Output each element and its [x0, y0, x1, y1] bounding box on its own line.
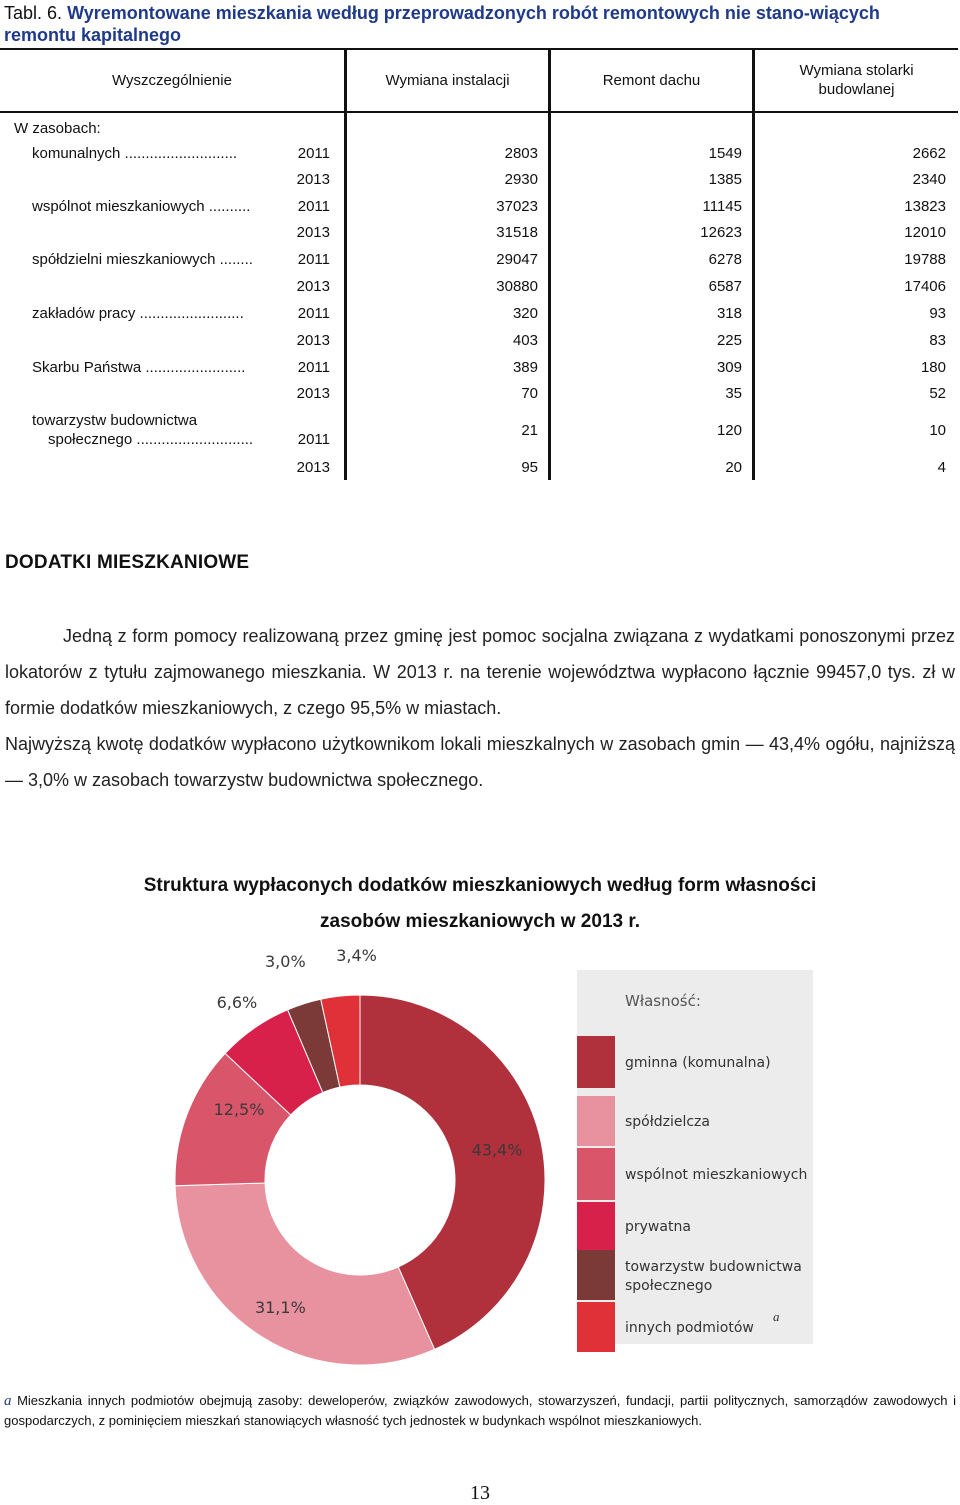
table-label: Tabl. 6. [4, 3, 63, 23]
page-number: 13 [470, 1482, 490, 1504]
cell-instalacji: 31518 [496, 224, 538, 241]
slice-label: 3,4% [336, 945, 377, 965]
section-heading: DODATKI MIESZKANIOWE [5, 552, 250, 573]
chart-title-line: Struktura wypłaconych dodatków mieszkaniowych według form własności [143, 875, 817, 896]
slice-label: 31,1% [254, 1297, 306, 1317]
table-row [0, 274, 960, 300]
cell-stolarki: 2662 [912, 145, 946, 162]
chart-title [0, 868, 960, 940]
cell-instalacji: 29047 [496, 251, 538, 268]
cell-instalacji: 30880 [496, 278, 538, 295]
table-row [0, 355, 960, 381]
slice-label: 43,4% [471, 1140, 523, 1160]
row-year: 2011 [297, 198, 330, 215]
slice-label: 3,0% [265, 951, 306, 971]
donut-chart [135, 945, 825, 1370]
section-label: W zasobach: [14, 120, 101, 137]
row-year: 2011 [297, 305, 330, 322]
table-row [0, 455, 960, 481]
legend-label: wspólnot mieszkaniowych [625, 1167, 808, 1183]
table-title-text: Wyremontowane mieszkania według przeprowadzonych robót remontowych nie stano-wiących remontu kapitalnego [4, 3, 880, 45]
cell-dachu: 12623 [700, 224, 742, 241]
cell-dachu: 1385 [708, 171, 742, 188]
cell-dachu: 20 [725, 459, 742, 476]
row-year: 2013 [296, 278, 330, 295]
table-row [0, 411, 960, 451]
cell-instalacji: 389 [512, 359, 538, 376]
cell-instalacji: 2803 [504, 145, 538, 162]
donut-slice [175, 1183, 434, 1365]
cell-stolarki: 10 [929, 422, 946, 439]
cell-stolarki: 4 [937, 459, 946, 476]
legend-swatch [577, 1148, 615, 1200]
table-row [0, 220, 960, 246]
row-label-line2: społecznego ............................ [48, 431, 254, 448]
row-year: 2011 [297, 359, 330, 376]
legend-label: społecznego [625, 1278, 713, 1294]
cell-dachu: 11145 [702, 198, 742, 215]
cell-stolarki: 13823 [904, 198, 946, 215]
row-label: komunalnych ........................... [32, 145, 238, 162]
row-label: zakładów pracy ......................... [32, 305, 244, 322]
legend-label: innych podmiotów [625, 1320, 754, 1336]
header-wymiana-stolarki: Wymiana stolarki budowlanej [799, 62, 914, 98]
table-row [0, 381, 960, 407]
cell-stolarki: 2340 [912, 171, 946, 188]
table-row [0, 194, 960, 220]
table-row [0, 328, 960, 354]
cell-dachu: 318 [716, 305, 742, 322]
row-year: 2013 [296, 171, 330, 188]
row-label: wspólnot mieszkaniowych .......... [32, 198, 251, 215]
table-row [0, 116, 960, 142]
row-label: Skarbu Państwa ........................ [32, 359, 246, 376]
legend-label: prywatna [625, 1219, 691, 1235]
footnote-text: Mieszkania innych podmiotów obejmują zasoby: deweloperów, związków zawodowych, stowarzyszeń, fundacji, partii politycznych, samorządów zawodowych i gospodarczych, z pominięciem mieszkań stanowiących własność tych jednostek w budynkach wspólnot mieszkaniowych. [4, 1393, 956, 1428]
table-row [0, 141, 960, 167]
legend-swatch [577, 1036, 615, 1088]
legend-swatch [577, 1250, 615, 1300]
row-year: 2011 [297, 431, 330, 448]
cell-dachu: 225 [716, 332, 742, 349]
row-year: 2013 [296, 224, 330, 241]
chart-canvas [135, 945, 825, 1370]
cell-stolarki: 19788 [904, 251, 946, 268]
row-label: spółdzielni mieszkaniowych ........ [32, 251, 253, 268]
cell-instalacji: 320 [512, 305, 538, 322]
cell-dachu: 1549 [708, 145, 742, 162]
row-label-line1: towarzystw budownictwa [32, 412, 198, 429]
header-wyszczegolnienie: Wyszczególnienie [112, 71, 232, 89]
cell-stolarki: 52 [929, 385, 946, 402]
table-row [0, 167, 960, 193]
cell-dachu: 6278 [708, 251, 742, 268]
legend-footnote-marker: a [773, 1309, 780, 1324]
legend-label: towarzystw budownictwa [625, 1259, 802, 1275]
row-year: 2013 [296, 332, 330, 349]
table-title [4, 2, 954, 46]
section-body [5, 618, 955, 798]
cell-stolarki: 180 [920, 359, 946, 376]
slice-label: 12,5% [213, 1100, 265, 1120]
cell-instalacji: 21 [521, 422, 538, 439]
footnote [4, 1391, 956, 1430]
legend-swatch [577, 1202, 615, 1250]
cell-dachu: 6587 [708, 278, 742, 295]
cell-dachu: 120 [716, 422, 742, 439]
row-year: 2011 [297, 145, 330, 162]
legend-swatch [577, 1302, 615, 1352]
paragraph: Najwyższą kwotę dodatków wypłacono użytkownikom lokali mieszkalnych w zasobach gmin — 43,4% ogółu, najniższą — 3,0% w zasobach towarzystw budownictwa społecznego. [5, 734, 955, 790]
cell-instalacji: 403 [512, 332, 538, 349]
table-row [0, 301, 960, 327]
legend-label: gminna (komunalna) [625, 1055, 771, 1071]
paragraph: Jedną z form pomocy realizowaną przez gminę jest pomoc socjalna związana z wydatkami ponoszonymi przez lokatorów z tytułu zajmowanego mieszkania. W 2013 r. na terenie województwa wypłacono łącznie 99457,0 tys. zł w formie dodatków mieszkaniowych, z czego 95,5% w miastach. [5, 626, 955, 718]
cell-stolarki: 83 [929, 332, 946, 349]
legend-swatch [577, 1096, 615, 1146]
cell-dachu: 309 [716, 359, 742, 376]
cell-instalacji: 70 [521, 385, 538, 402]
cell-stolarki: 93 [929, 305, 946, 322]
footnote-marker: a [4, 1393, 12, 1409]
header-wymiana-instalacji: Wymiana instalacji [385, 71, 510, 89]
slice-label: 6,6% [216, 993, 258, 1013]
header-remont-dachu: Remont dachu [602, 71, 701, 89]
chart-title-line: zasobów mieszkaniowych w 2013 r. [320, 911, 640, 932]
cell-instalacji: 95 [521, 459, 538, 476]
cell-instalacji: 2930 [504, 171, 538, 188]
legend-label: spółdzielcza [625, 1114, 710, 1130]
legend-title: Własność: [625, 992, 701, 1010]
table-row [0, 247, 960, 273]
row-year: 2013 [296, 385, 330, 402]
cell-stolarki: 17406 [904, 278, 946, 295]
row-year: 2013 [296, 459, 330, 476]
cell-stolarki: 12010 [904, 224, 946, 241]
row-year: 2011 [297, 251, 330, 268]
cell-dachu: 35 [725, 385, 742, 402]
cell-instalacji: 37023 [496, 198, 538, 215]
table-header-rule [0, 111, 958, 113]
